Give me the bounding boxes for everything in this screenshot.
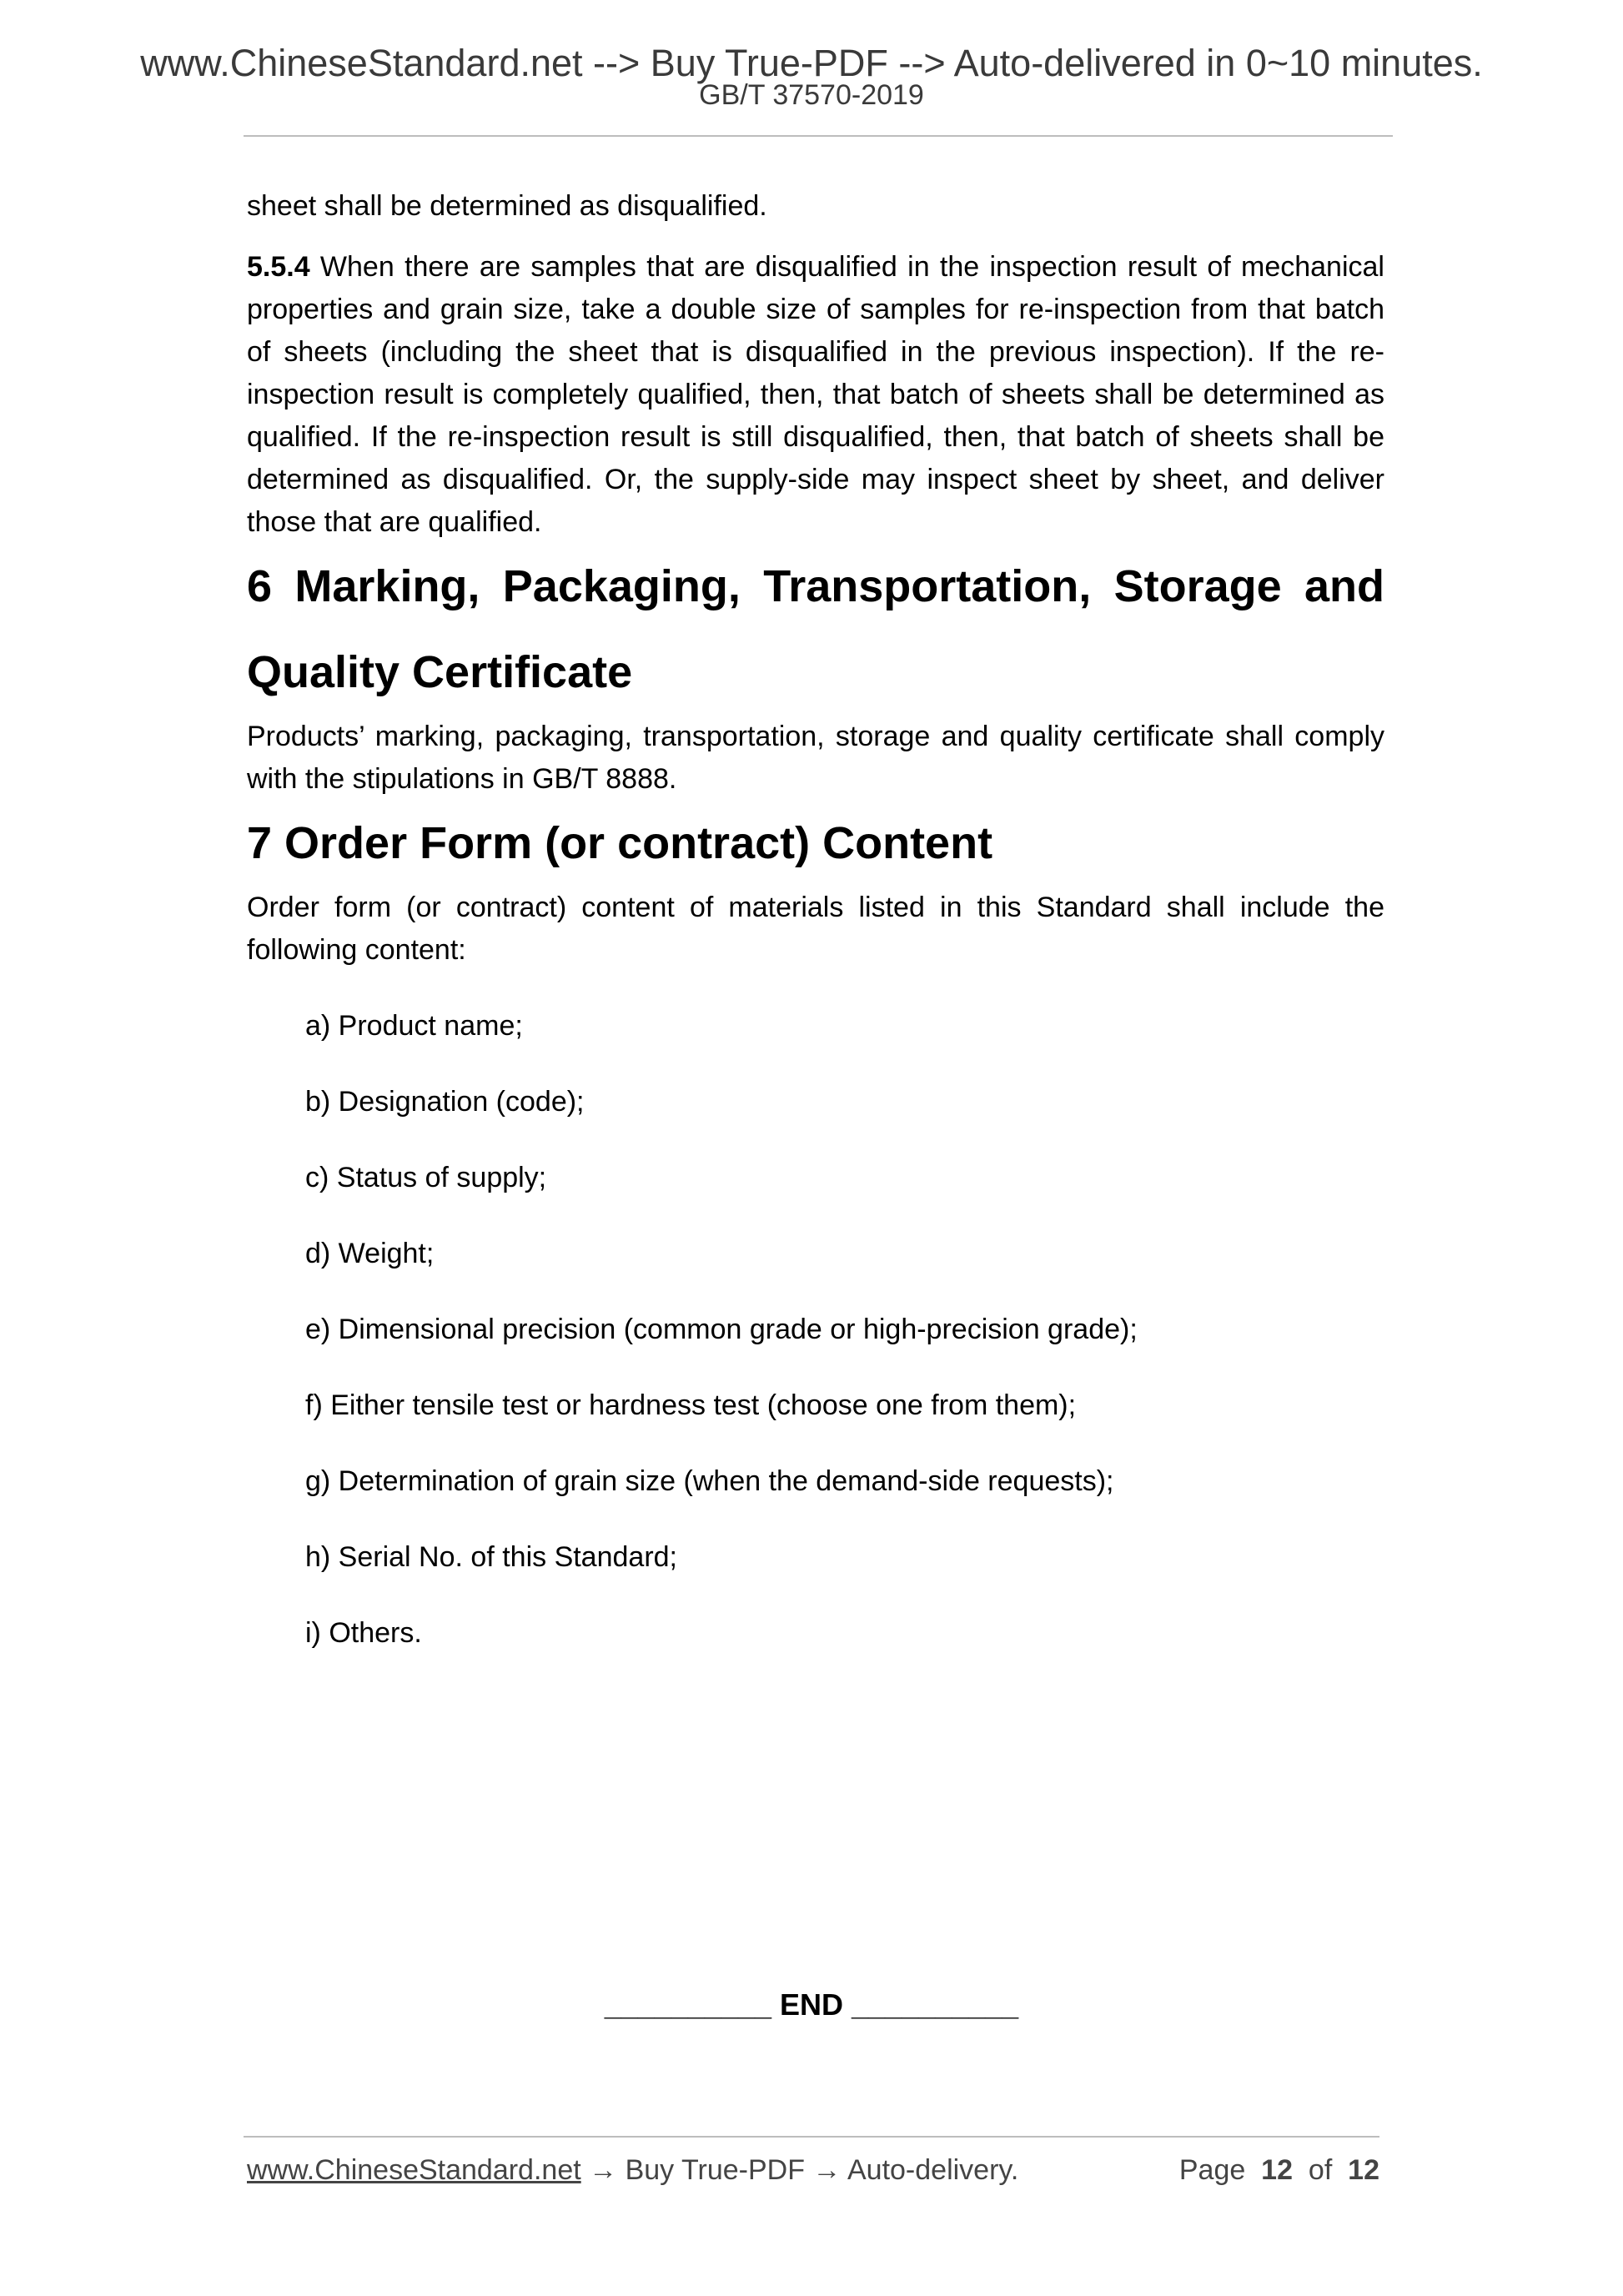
site-banner: www.ChineseStandard.net --> Buy True-PDF --> Auto-delivered in 0~10 minutes.: [140, 42, 1483, 84]
list-item: g) Determination of grain size (when the demand-side requests);: [305, 1465, 1114, 1497]
page-current: 12: [1261, 2154, 1293, 2186]
footer-divider: [244, 2136, 1379, 2138]
page-content: [247, 185, 1384, 1688]
section-7-heading: 7 Order Form (or contract) Content: [247, 818, 993, 868]
footer-tagline: → Buy True-PDF → Auto-delivery.: [580, 2154, 1019, 2186]
end-marker: __________ END __________: [604, 1987, 1019, 2022]
header-divider: [244, 135, 1393, 137]
section-6-text: Products’ marking, packaging, transportation, storage and quality certificate shall comply with the stipulations in GB/T 8888.: [247, 721, 1384, 795]
order-content-list: [247, 1005, 1384, 1655]
clause-5-5-4: [247, 246, 1384, 544]
footer-site-link[interactable]: www.ChineseStandard.net: [247, 2154, 581, 2186]
clause-text: When there are samples that are disqualified in the inspection result of mechanical properties and grain size, take a double size of samples for re-inspection from that batch of sheets (including the sheet that is disqualified in the previous inspection). If the re-inspection result is completely qualified, then, that batch of sheets shall be determined as qualified. If the re-inspection result is still disqualified, then, that batch of sheets shall be determined as disqualified. Or, the supply-side may inspect sheet by sheet, and deliver those that are qualified.: [247, 251, 1384, 538]
list-item: b) Designation (code);: [305, 1086, 585, 1118]
continuation-text: sheet shall be determined as disqualified.: [247, 190, 767, 222]
list-item: a) Product name;: [305, 1010, 523, 1042]
list-item: c) Status of supply;: [305, 1162, 547, 1193]
standard-code: GB/T 37570-2019: [699, 79, 924, 111]
section-6-heading: 6 Marking, Packaging, Transportation, Storage and Quality Certificate: [247, 561, 1384, 697]
list-item: d) Weight;: [305, 1238, 435, 1269]
page-number: [1179, 2152, 1379, 2188]
page-label: Page: [1178, 2154, 1246, 2186]
section-7-text: Order form (or contract) content of materials listed in this Standard shall include the following content:: [247, 892, 1384, 966]
list-item: e) Dimensional precision (common grade or high-precision grade);: [305, 1314, 1138, 1345]
clause-number: 5.5.4: [247, 251, 310, 283]
list-item: i) Others.: [305, 1617, 422, 1649]
page-total: 12: [1348, 2154, 1379, 2186]
list-item: h) Serial No. of this Standard;: [305, 1541, 678, 1573]
of-label: of: [1308, 2154, 1333, 2186]
list-item: f) Either tensile test or hardness test (choose one from them);: [305, 1389, 1077, 1421]
page-footer: [247, 2152, 1379, 2188]
